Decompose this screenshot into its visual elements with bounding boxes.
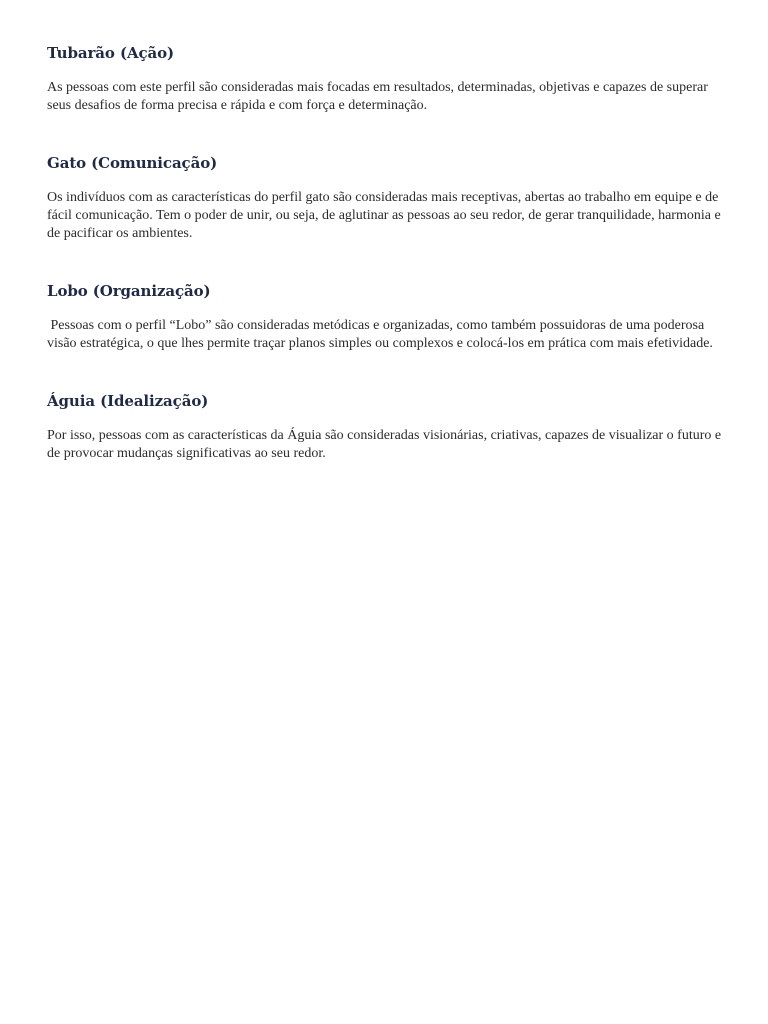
section-heading: Águia (Idealização): [47, 392, 209, 410]
section-paragraph: As pessoas com este perfil são consideradas mais focadas em resultados, determinadas, objetivas e capazes de superar seus desafios de forma precisa e rápida e com força e determinação.: [47, 80, 712, 113]
section-heading: Gato (Comunicação): [47, 154, 218, 172]
document-page: [47, 43, 725, 463]
section-lobo: [47, 281, 722, 353]
section-heading: Lobo (Organização): [47, 282, 211, 300]
section-paragraph: Por isso, pessoas com as características da Águia são consideradas visionárias, criativas, capazes de visualizar o futuro e de provocar mudanças significativas ao seu redor.: [47, 428, 725, 461]
section-aguia: [47, 391, 725, 463]
section-tubarao: [47, 43, 722, 115]
section-paragraph: Pessoas com o perfil “Lobo” são consideradas metódicas e organizadas, como também possuidoras de uma poderosa visão estratégica, o que lhes permite traçar planos simples ou complexos e colocá-los em prática com mais efetividade.: [47, 318, 713, 351]
section-heading: Tubarão (Ação): [47, 44, 175, 62]
section-paragraph: Os indivíduos com as características do perfil gato são consideradas mais receptivas, abertas ao trabalho em equipe e de fácil comunicação. Tem o poder de unir, ou seja, de aglutinar as pessoas ao seu redor, de gerar tranquilidade, harmonia e de pacificar os ambientes.: [47, 190, 725, 241]
section-gato: [47, 153, 725, 243]
